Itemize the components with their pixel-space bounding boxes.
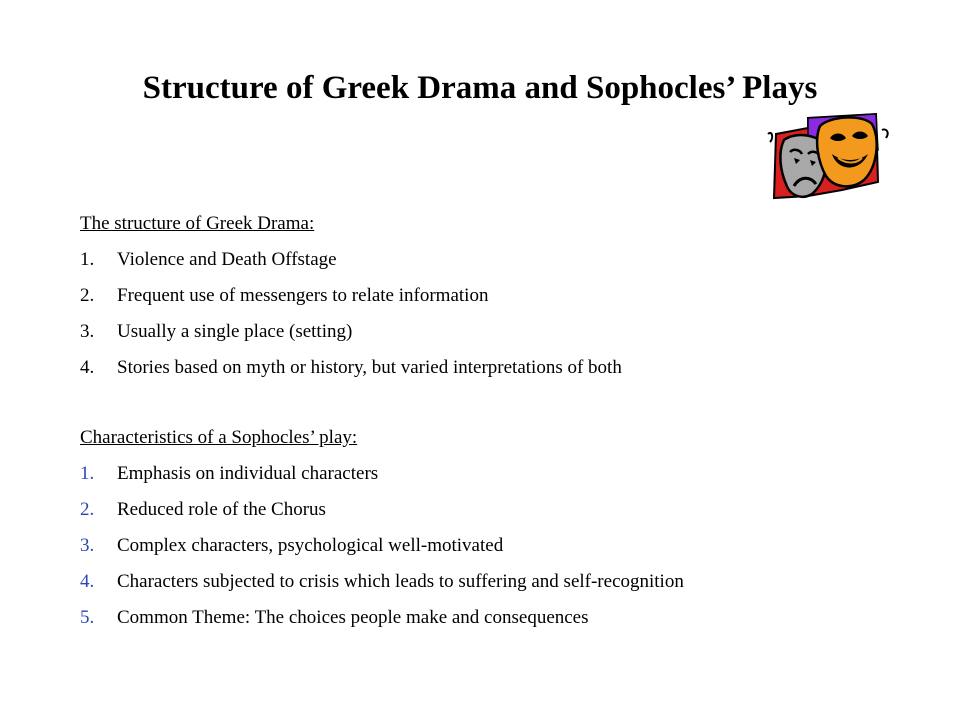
list-number: 3. xyxy=(80,535,95,556)
list-item-text: Characters subjected to crisis which leads to suffering and self-recognition xyxy=(117,571,684,592)
list-item-text: Emphasis on individual characters xyxy=(117,463,379,484)
list-item xyxy=(80,456,900,492)
slide-body xyxy=(80,206,900,636)
section-heading-structure: The structure of Greek Drama: xyxy=(80,213,315,234)
slide-title: Structure of Greek Drama and Sophocles’ Plays xyxy=(142,70,818,106)
section-spacer xyxy=(80,386,900,420)
list-item xyxy=(80,278,900,314)
list-item xyxy=(80,528,900,564)
list-item-text: Stories based on myth or history, but varied interpretations of both xyxy=(117,357,622,378)
section-heading-sophocles: Characteristics of a Sophocles’ play: xyxy=(80,427,358,448)
list-item xyxy=(80,492,900,528)
theater-masks-icon xyxy=(764,110,894,200)
list-item-text: Reduced role of the Chorus xyxy=(117,499,326,520)
list-number: 5. xyxy=(80,607,95,628)
sophocles-list xyxy=(80,456,900,636)
list-item-text: Frequent use of messengers to relate information xyxy=(117,285,489,306)
list-number: 2. xyxy=(80,499,95,520)
structure-list xyxy=(80,242,900,386)
list-item xyxy=(80,314,900,350)
list-number: 1. xyxy=(80,463,95,484)
list-number: 2. xyxy=(80,285,95,306)
list-item xyxy=(80,242,900,278)
list-number: 4. xyxy=(80,357,95,378)
list-number: 4. xyxy=(80,571,95,592)
list-item-text: Violence and Death Offstage xyxy=(117,249,337,270)
list-item-text: Usually a single place (setting) xyxy=(117,321,353,342)
list-item-text: Complex characters, psychological well-motivated xyxy=(117,535,504,556)
list-item-text: Common Theme: The choices people make and consequences xyxy=(117,607,589,628)
list-number: 3. xyxy=(80,321,95,342)
list-item xyxy=(80,350,900,386)
list-item xyxy=(80,600,900,636)
list-number: 1. xyxy=(80,249,95,270)
list-item xyxy=(80,564,900,600)
